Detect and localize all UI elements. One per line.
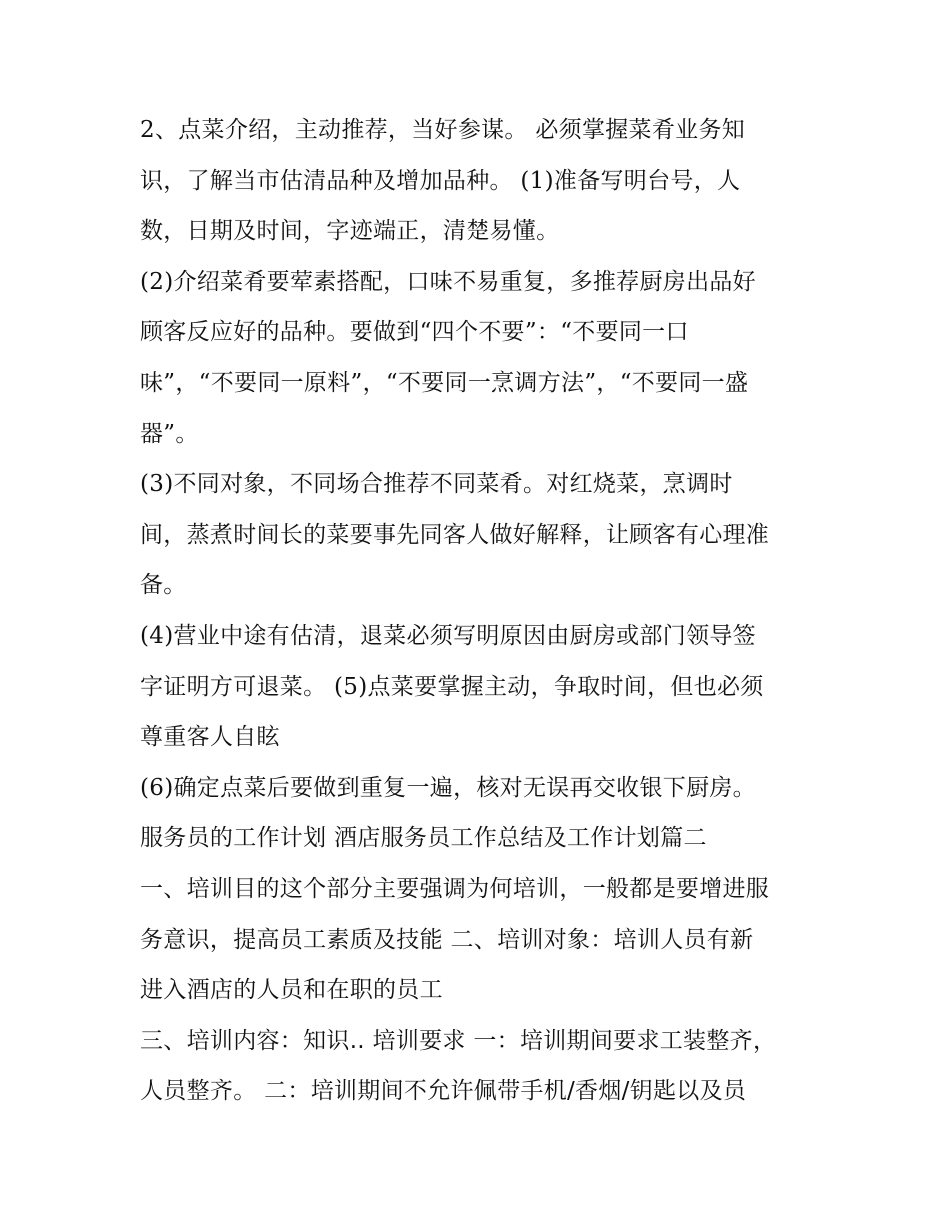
text-line: (4)营业中途有估清，退菜必须写明原因由厨房或部门领导签 — [140, 623, 756, 649]
text-line: (2)介绍菜肴要荤素搭配，口味不易重复，多推荐厨房出品好 — [140, 269, 756, 295]
text-line: 顾客反应好的品种。要做到“四个不要”：“不要同一口 — [140, 319, 689, 345]
text-line: 尊重客人自眩 — [140, 724, 280, 750]
text-line: 字证明方可退菜。 (5)点菜要掌握主动，争取时间，但也必须 — [140, 674, 764, 700]
text-line: 味”，“不要同一原料”，“不要同一烹调方法”，“不要同一盛 — [140, 370, 749, 396]
text-line: 识，了解当市估清品种及增加品种。 (1)准备写明台号，人 — [140, 168, 741, 194]
text-line: (3)不同对象，不同场合推荐不同菜肴。对红烧菜，烹调时 — [140, 471, 733, 497]
text-line: 三、培训内容：知识.. 培训要求 一：培训期间要求工装整齐， — [140, 1028, 777, 1054]
text-line: 间，蒸煮时间长的菜要事先同客人做好解释，让顾客有心理准 — [140, 522, 770, 548]
text-line: 器”。 — [140, 421, 199, 447]
text-line: 一、培训目的这个部分主要强调为何培训，一般都是要增进服 — [140, 876, 770, 902]
section-heading-line: 服务员的工作计划 酒店服务员工作总结及工作计划篇二 — [140, 825, 707, 851]
text-line: 进入酒店的人员和在职的员工 — [140, 977, 443, 1003]
text-line: (6)确定点菜后要做到重复一遍，核对无误再交收银下厨房。 — [140, 775, 756, 801]
text-line: 数，日期及时间，字迹端正，清楚易懂。 — [140, 218, 560, 244]
text-line: 2、点菜介绍，主动推荐，当好参谋。 必须掌握菜肴业务知 — [140, 117, 746, 143]
text-line: 人员整齐。 二：培训期间不允许佩带手机/香烟/钥匙以及员 — [140, 1078, 747, 1104]
text-line: 务意识，提高员工素质及技能 二、培训对象：培训人员有新 — [140, 927, 754, 953]
text-line: 备。 — [140, 572, 187, 598]
